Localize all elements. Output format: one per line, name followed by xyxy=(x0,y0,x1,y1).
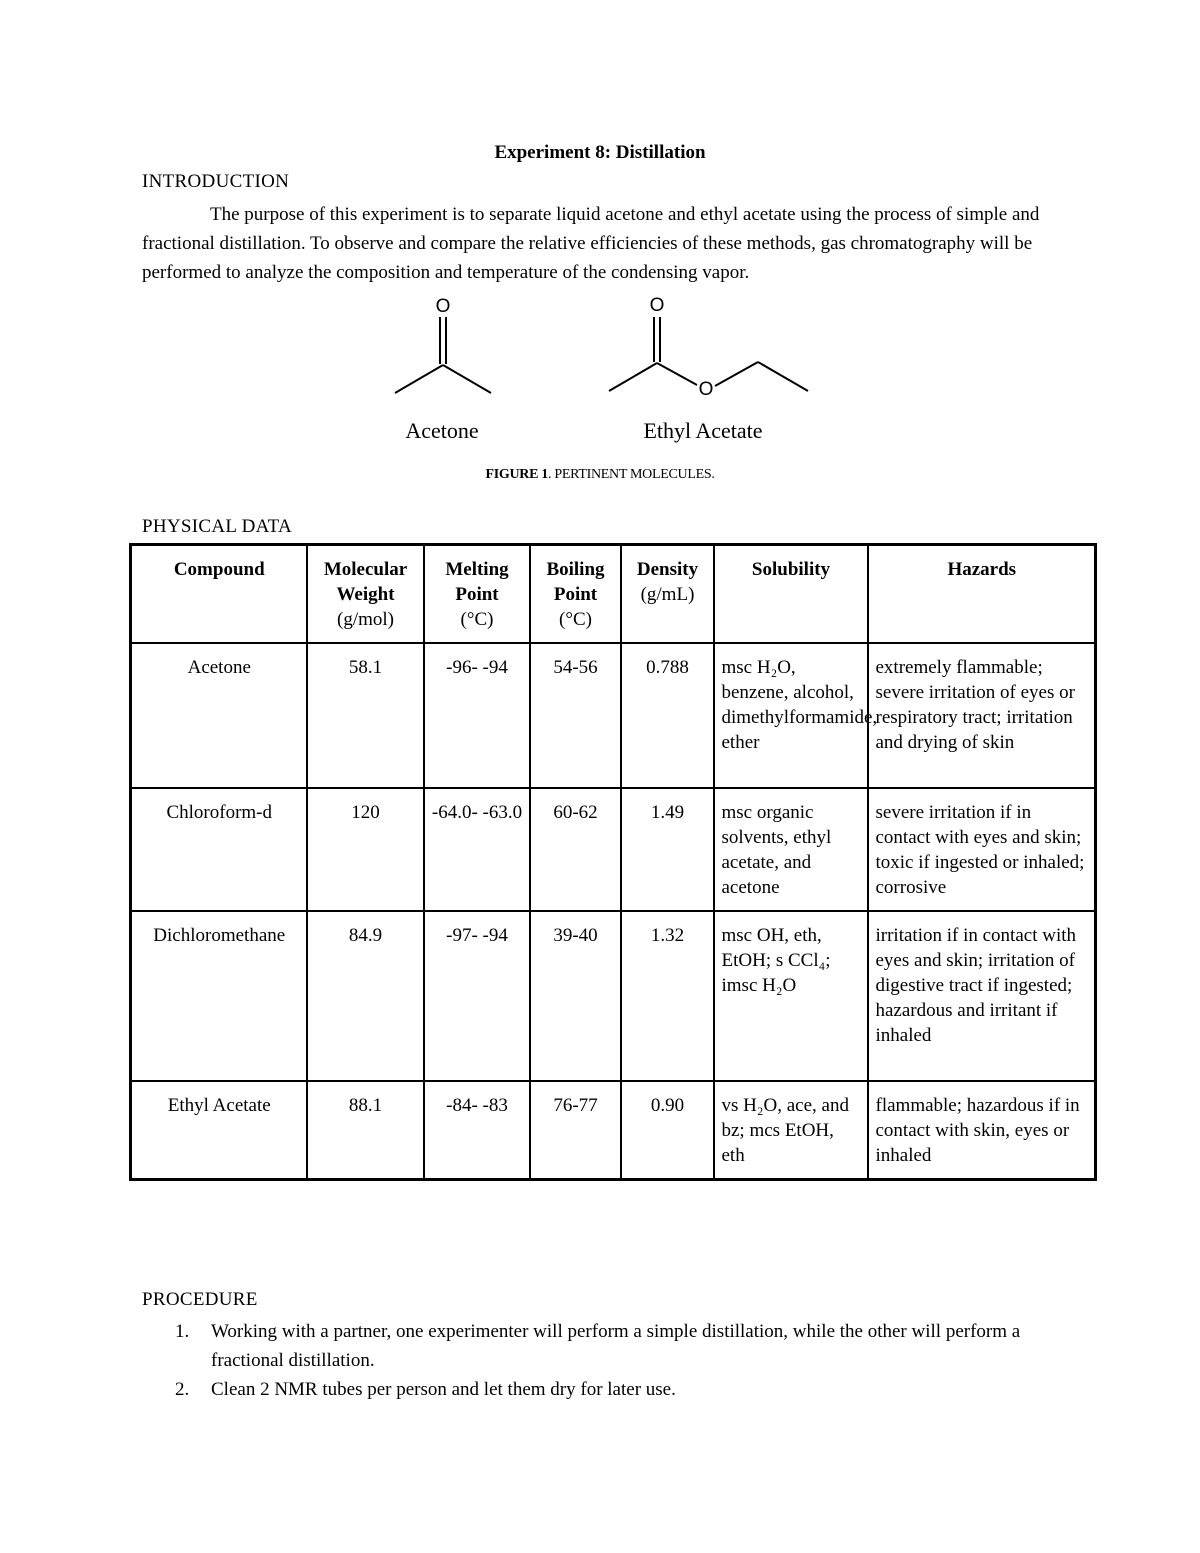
step-text: Working with a partner, one experimenter will perform a simple distillation, while the other will perform a fractional distillation. xyxy=(211,1321,1021,1371)
header-density: Density (g/mL) xyxy=(621,545,714,644)
step-text: Clean 2 NMR tubes per person and let them dry for later use. xyxy=(211,1379,676,1400)
table-header-row xyxy=(131,545,1096,644)
cell-molecular-weight: 84.9 xyxy=(307,911,424,1081)
cell-molecular-weight: 58.1 xyxy=(307,643,424,788)
header-boiling-point: Boiling Point (°C) xyxy=(530,545,621,644)
ethyl-acetate-label: Ethyl Acetate xyxy=(643,418,763,443)
header-hazards: Hazards xyxy=(868,545,1096,644)
cell-boiling-point: 60-62 xyxy=(530,788,621,911)
cell-hazards: extremely flammable; severe irritation of eyes or respiratory tract; irritation and drying of skin xyxy=(868,643,1096,788)
step-number: 2. xyxy=(175,1379,190,1400)
cell-boiling-point: 54-56 xyxy=(530,643,621,788)
cell-hazards: irritation if in contact with eyes and skin; irritation of digestive tract if ingested; hazardous and irritant if inhaled xyxy=(868,911,1096,1081)
cell-solubility: msc organic solvents, ethyl acetate, and acetone xyxy=(714,788,868,911)
carbonyl-oxygen-label: O xyxy=(649,295,665,316)
cell-density: 0.788 xyxy=(621,643,714,788)
cell-hazards: severe irritation if in contact with eyes and skin; toxic if ingested or inhaled; corrosive xyxy=(868,788,1096,911)
list-item xyxy=(142,1375,1062,1404)
table-row xyxy=(131,788,1096,911)
cell-molecular-weight: 120 xyxy=(307,788,424,911)
cell-solubility: msc H₂O, benzene, alcohol, dimethylformamide, ether xyxy=(714,643,868,788)
cell-compound: Acetone xyxy=(131,643,307,788)
cell-melting-point: -97- -94 xyxy=(424,911,530,1081)
acetone-structure xyxy=(395,317,491,393)
cell-compound: Chloroform-d xyxy=(131,788,307,911)
cell-molecular-weight: 88.1 xyxy=(307,1081,424,1180)
acetone-oxygen-label: O xyxy=(435,296,451,317)
cell-compound: Dichloromethane xyxy=(131,911,307,1081)
figure-caption-text: . PERTINENT MOLECULES. xyxy=(548,467,715,482)
header-molecular-weight: Molecular Weight (g/mol) xyxy=(307,545,424,644)
cell-boiling-point: 76-77 xyxy=(530,1081,621,1180)
header-compound: Compound xyxy=(131,545,307,644)
cell-solubility: msc OH, eth, EtOH; s CCl₄; imsc H₂O xyxy=(714,911,868,1081)
physical-data-table xyxy=(129,543,1097,1181)
cell-density: 1.32 xyxy=(621,911,714,1081)
cell-melting-point: -84- -83 xyxy=(424,1081,530,1180)
table-row xyxy=(131,643,1096,788)
figure-caption-label: FIGURE 1 xyxy=(485,467,549,482)
procedure-heading: PROCEDURE xyxy=(142,1289,258,1310)
physical-data-heading: PHYSICAL DATA xyxy=(142,516,292,537)
table-row xyxy=(131,1081,1096,1180)
list-item xyxy=(142,1317,1062,1375)
cell-melting-point: -64.0- -63.0 xyxy=(424,788,530,911)
step-number: 1. xyxy=(175,1321,190,1342)
table-row xyxy=(131,911,1096,1081)
cell-density: 0.90 xyxy=(621,1081,714,1180)
cell-hazards: flammable; hazardous if in contact with skin, eyes or inhaled xyxy=(868,1081,1096,1180)
cell-boiling-point: 39-40 xyxy=(530,911,621,1081)
procedure-list xyxy=(142,1317,1062,1404)
introduction-text: The purpose of this experiment is to separate liquid acetone and ethyl acetate using the process of simple and fractional distillation. To observe and compare the relative efficiencies of these methods, gas chromatography will be performed to analyze the composition and temperature of the condensing vapor. xyxy=(142,204,1040,283)
header-solubility: Solubility xyxy=(714,545,868,644)
ester-oxygen-label: O xyxy=(698,379,714,400)
cell-solubility: vs H₂O, ace, and bz; mcs EtOH, eth xyxy=(714,1081,868,1180)
header-melting-point: Melting Point (°C) xyxy=(424,545,530,644)
acetone-label: Acetone xyxy=(405,418,479,443)
cell-compound: Ethyl Acetate xyxy=(131,1081,307,1180)
molecules-figure xyxy=(380,290,820,450)
figure-caption xyxy=(0,467,1200,483)
introduction-heading: INTRODUCTION xyxy=(142,171,290,192)
cell-melting-point: -96- -94 xyxy=(424,643,530,788)
document-title: Experiment 8: Distillation xyxy=(494,142,706,163)
cell-density: 1.49 xyxy=(621,788,714,911)
